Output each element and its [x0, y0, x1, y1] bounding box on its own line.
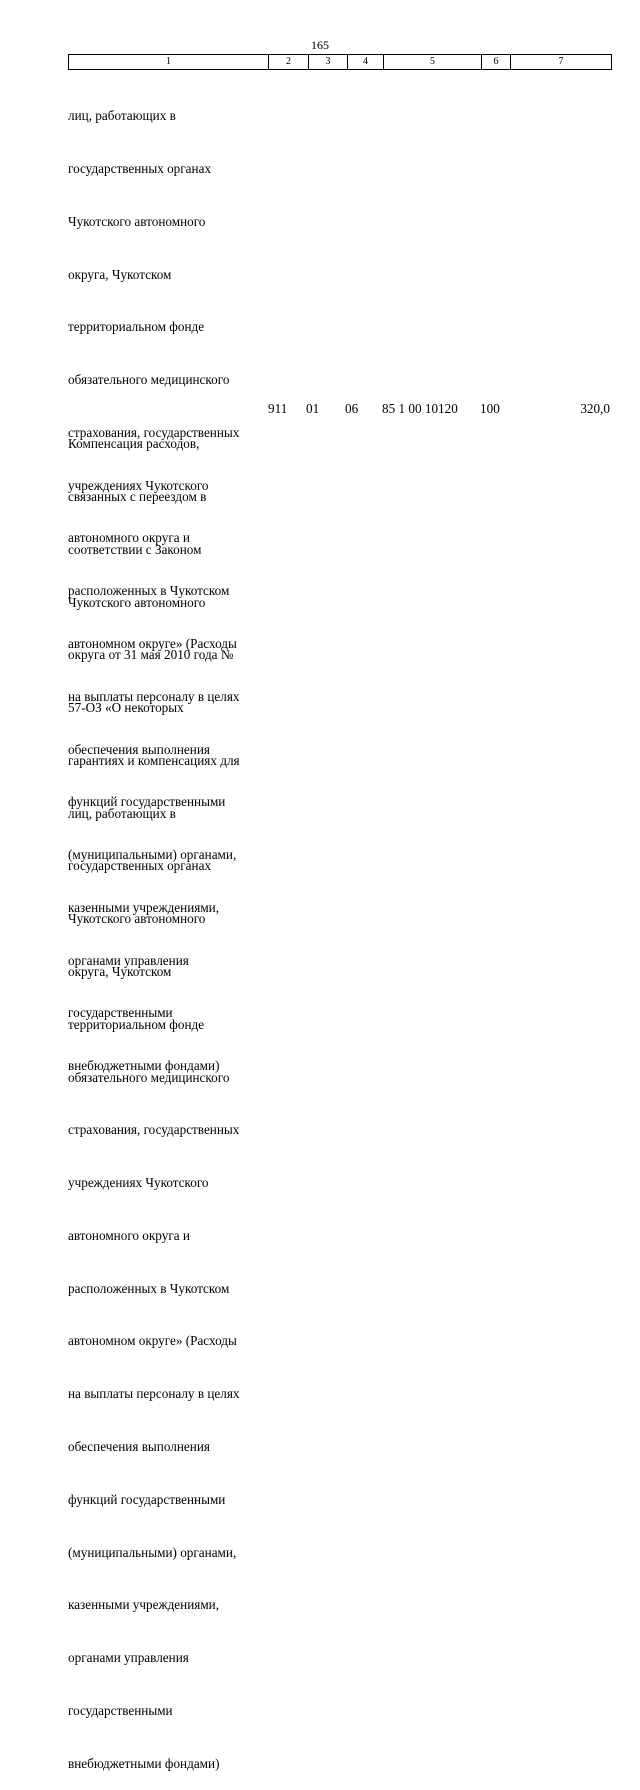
row-1-name-line: территориальном фонде [68, 319, 205, 335]
row-2-name-line: учреждениях Чукотского [68, 1175, 209, 1191]
row-1-name-line: органами управления [68, 952, 189, 968]
row-2-name-line: гарантиях и компенсациях для [68, 752, 240, 768]
header-col-2: 2 [269, 55, 309, 70]
row-2-subsection-code: 06 [345, 401, 359, 416]
row-2-name-line: Чукотского автономного [68, 911, 206, 927]
row-1-name-line: государственными [68, 1005, 173, 1021]
header-col-6: 6 [482, 55, 511, 70]
row-1-name-line: казенными учреждениями, [68, 899, 220, 915]
row-2-name-line: органами управления [68, 1650, 189, 1666]
page-number: 165 [311, 38, 329, 52]
row-2-name-line: функций государственными [68, 1491, 226, 1507]
row-2-name [68, 400, 270, 1790]
row-1-name-line: внебюджетными фондами) [68, 1058, 220, 1074]
row-2-name-line: автономном округе» (Расходы [68, 1333, 237, 1349]
header-col-5: 5 [384, 55, 482, 70]
row-2-name-line: государственными [68, 1702, 173, 1718]
row-1-name-line: учреждениях Чукотского [68, 477, 209, 493]
row-2-name-line: соответствии с Законом [68, 541, 202, 557]
row-2-name-line: связанных с переездом в [68, 488, 207, 504]
header-col-3: 3 [309, 55, 348, 70]
row-2-section-code: 01 [306, 401, 320, 416]
row-1-name-line: округа, Чукотском [68, 266, 172, 282]
row-1-name-line: автономном округе» (Расходы [68, 636, 237, 651]
row-2-name-line: округа от 31 мая 2010 года № [68, 647, 234, 663]
row-1-name-line: государственных органах [68, 160, 212, 176]
row-1-name-line: (муниципальными) органами, [68, 847, 237, 863]
row-2-amount: 320,0 [580, 401, 610, 416]
row-1-name-line: функций государственными [68, 794, 226, 810]
row-2-name-line: территориальном фонде [68, 1016, 205, 1032]
row-2-name-line: обеспечения выполнения [68, 1439, 210, 1455]
row-1-name-line: на выплаты персоналу в целях [68, 688, 240, 704]
row-2-name-line: внебюджетными фондами) [68, 1755, 220, 1771]
row-1-name-line: автономного округа и [68, 530, 190, 546]
row-2-name-line: Чукотского автономного [68, 594, 206, 610]
row-2-name-line: Компенсация расходов, [68, 436, 200, 452]
row-2-target-article-code: 85 1 00 10120 [382, 401, 458, 416]
header-col-1: 1 [69, 55, 269, 70]
row-2-name-line: обязательного медицинского [68, 1069, 230, 1085]
header-col-4: 4 [348, 55, 384, 70]
row-2-name-line: (муниципальными) органами, [68, 1544, 237, 1560]
row-1-name-line: лиц, работающих в [68, 108, 176, 124]
row-1-name-line: обязательного медицинского [68, 372, 230, 388]
row-2-name-line: округа, Чукотском [68, 964, 172, 979]
row-2-expense-type-code: 100 [480, 401, 500, 416]
row-2-name-line: лиц, работающих в [68, 805, 176, 821]
row-2-name-line: 57-ОЗ «О некоторых [68, 700, 184, 716]
row-1-name-line: обеспечения выполнения [68, 741, 210, 757]
row-1-name-line: страхования, государственных [68, 424, 240, 440]
row-2-name-line: автономного округа и [68, 1227, 190, 1243]
row-2-name-line: расположенных в Чукотском [68, 1280, 230, 1296]
header-col-7: 7 [511, 55, 612, 70]
row-2-name-line: казенными учреждениями, [68, 1597, 220, 1613]
column-number-header [68, 54, 612, 70]
row-1-name-line: Чукотского автономного [68, 213, 206, 229]
row-2-name-line: на выплаты персоналу в целях [68, 1386, 240, 1402]
row-2-name-line: государственных органах [68, 858, 212, 874]
row-2-name-line: страхования, государственных [68, 1122, 240, 1138]
row-2-grbs-code: 911 [268, 401, 288, 416]
row-1-name-line: расположенных в Чукотском [68, 583, 230, 599]
